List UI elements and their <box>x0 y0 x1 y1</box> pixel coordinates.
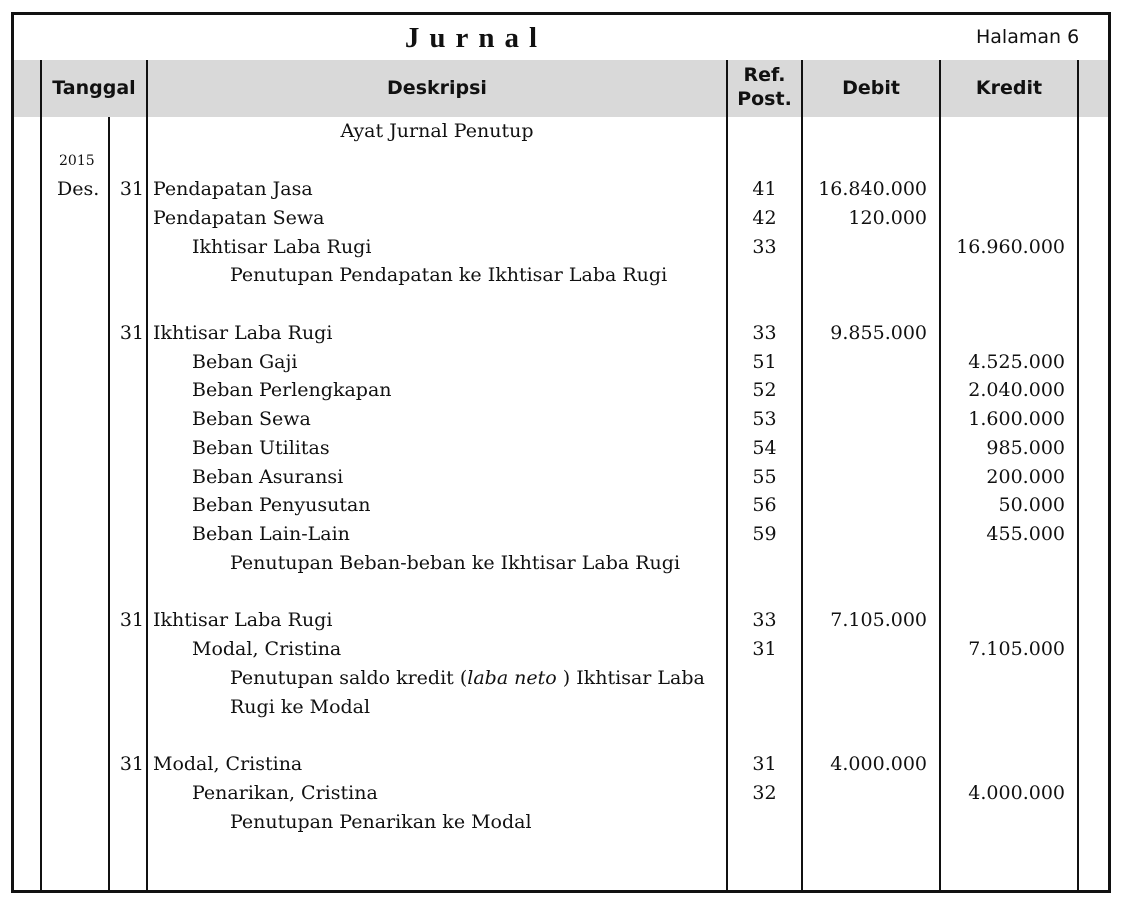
ref-post: 33 <box>752 609 777 632</box>
kredit-amount: 16.960.000 <box>956 235 1065 258</box>
kredit-amount: 50.000 <box>998 494 1065 517</box>
ref-post: 33 <box>752 321 777 344</box>
header-deskripsi: Deskripsi <box>387 77 487 99</box>
account-name: Ikhtisar Laba Rugi <box>192 235 372 258</box>
header-ref-line2: Post. <box>737 88 792 110</box>
ref-post: 41 <box>752 178 777 200</box>
account-name: Beban Utilitas <box>192 436 330 459</box>
debit-amount: 4.000.000 <box>830 753 927 775</box>
account-name: Beban Lain-Lain <box>192 523 350 545</box>
ref-post: 59 <box>752 523 777 545</box>
account-name: Modal, Cristina <box>153 753 303 775</box>
account-name: Beban Penyusutan <box>192 494 371 517</box>
header-debit: Debit <box>842 77 900 99</box>
ref-post: 32 <box>752 781 777 804</box>
header-kredit: Kredit <box>975 77 1043 99</box>
header-tanggal: Tanggal <box>52 77 136 99</box>
kredit-amount: 7.105.000 <box>968 638 1065 660</box>
account-name: Beban Asuransi <box>192 465 344 488</box>
entry-explanation: Penutupan Beban-beban ke Ikhtisar Laba Rugi <box>230 551 681 574</box>
col-line-left <box>40 60 42 892</box>
entry-explanation-cont: Rugi ke Modal <box>230 695 371 718</box>
entry-explanation: Penutupan saldo kredit (laba neto ) Ikhtisar Laba <box>230 666 705 689</box>
entry-day: 31 <box>119 753 144 775</box>
account-name: Pendapatan Sewa <box>153 206 325 229</box>
kredit-amount: 200.000 <box>986 465 1065 488</box>
ref-post: 52 <box>752 379 777 402</box>
entry-day: 31 <box>119 321 144 344</box>
account-name: Beban Gaji <box>192 350 298 373</box>
account-name: Penarikan, Cristina <box>192 781 378 804</box>
ref-post: 31 <box>752 638 777 660</box>
kredit-amount: 985.000 <box>986 436 1065 459</box>
month: Des. <box>57 178 100 200</box>
entry-explanation-italic: laba neto <box>467 666 557 689</box>
ref-post: 54 <box>752 436 777 459</box>
col-line-right <box>1077 60 1079 892</box>
account-name: Modal, Cristina <box>192 638 342 660</box>
header-ref-line1: Ref. <box>743 64 786 86</box>
ref-post: 51 <box>752 350 777 373</box>
entry-day: 31 <box>119 178 144 200</box>
ref-post: 33 <box>752 235 777 258</box>
debit-amount: 16.840.000 <box>818 178 927 200</box>
account-name: Ikhtisar Laba Rugi <box>153 321 333 344</box>
debit-amount: 7.105.000 <box>830 609 927 632</box>
debit-amount: 120.000 <box>848 206 927 229</box>
account-name: Ikhtisar Laba Rugi <box>153 609 333 632</box>
ref-post: 55 <box>752 465 777 488</box>
entry-day: 31 <box>119 609 144 632</box>
col-line-desc <box>146 60 148 892</box>
ref-post: 53 <box>752 408 777 430</box>
kredit-amount: 4.525.000 <box>968 350 1065 373</box>
ref-post: 31 <box>752 753 777 775</box>
entry-explanation: Penutupan Penarikan ke Modal <box>230 810 532 833</box>
page-label: Halaman 6 <box>976 26 1080 48</box>
account-name: Beban Perlengkapan <box>192 379 392 402</box>
section-title: Ayat Jurnal Penutup <box>340 120 534 142</box>
debit-amount: 9.855.000 <box>830 321 927 344</box>
header-ref <box>728 63 801 111</box>
ref-post: 42 <box>752 206 777 229</box>
year: 2015 <box>59 153 95 169</box>
journal-title: Jurnal <box>404 22 548 54</box>
kredit-amount: 2.040.000 <box>968 379 1065 402</box>
kredit-amount: 4.000.000 <box>968 781 1065 804</box>
account-name: Beban Sewa <box>192 408 311 430</box>
entry-explanation: Penutupan Pendapatan ke Ikhtisar Laba Rugi <box>230 264 668 287</box>
ref-post: 56 <box>752 494 777 517</box>
kredit-amount: 455.000 <box>986 523 1065 545</box>
kredit-amount: 1.600.000 <box>968 408 1065 430</box>
account-name: Pendapatan Jasa <box>153 178 313 200</box>
